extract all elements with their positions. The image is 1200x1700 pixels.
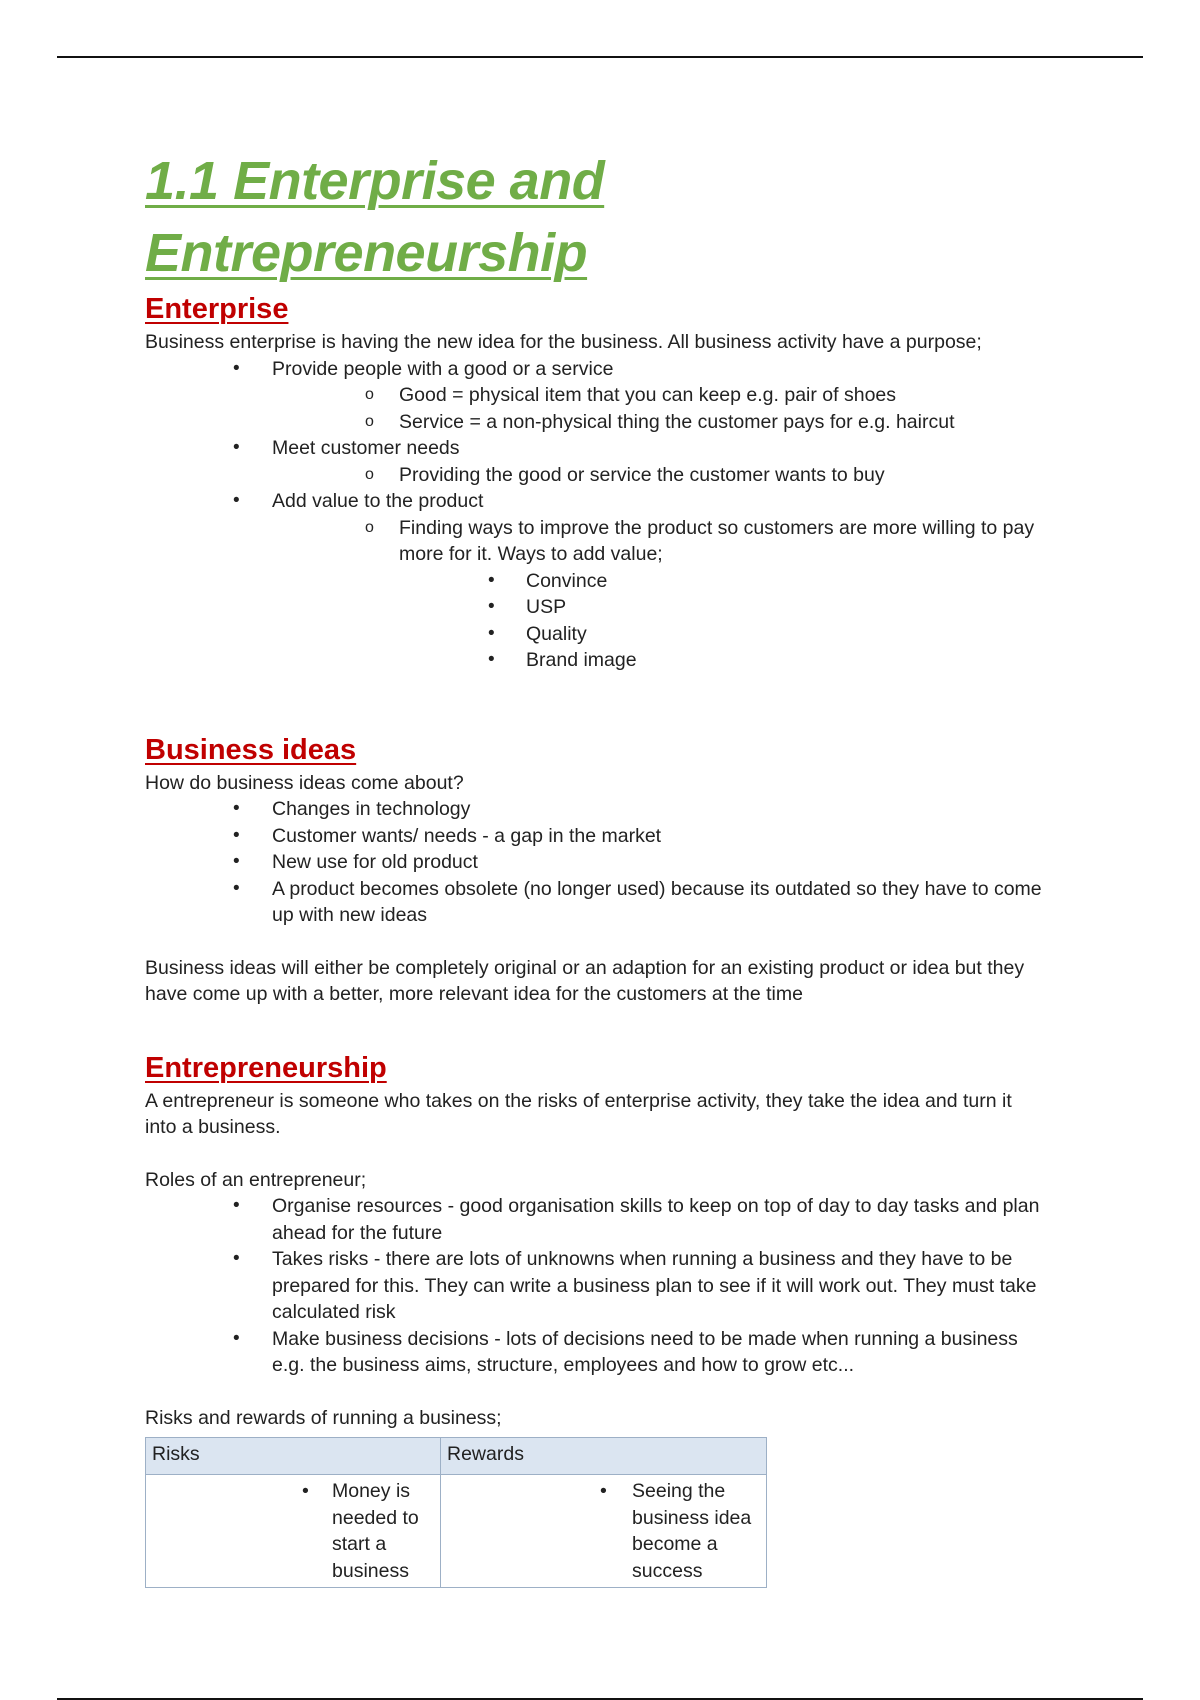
sub-list bbox=[272, 515, 1045, 674]
table-row bbox=[146, 1475, 767, 1588]
sub-list-item: o Finding ways to improve the product so customers are more willing to pay more for it. Ways to add value; • Convince • USP • Quality • Brand image bbox=[145, 515, 1045, 674]
business-ideas-intro: How do business ideas come about? bbox=[145, 771, 464, 794]
business-ideas-list bbox=[145, 796, 1045, 929]
spacer bbox=[145, 1141, 1045, 1167]
list-item: • Organise resources - good organisation skills to keep on top of day to day tasks and plan ahead for the future bbox=[145, 1193, 1045, 1246]
reward-item: • Seeing the business idea become a success bbox=[447, 1478, 760, 1584]
list-item: • Make business decisions - lots of decisions need to be made when running a business e.g. the business aims, structure, employees and how to grow etc... bbox=[145, 1326, 1045, 1379]
risks-cell bbox=[146, 1475, 441, 1588]
sub-list-item: o Providing the good or service the customer wants to buy bbox=[145, 462, 1045, 489]
sub-list bbox=[272, 382, 1045, 435]
value-way-item: • USP bbox=[145, 594, 1045, 621]
risk-item: • Money is needed to start a business bbox=[152, 1478, 434, 1584]
spacer bbox=[145, 929, 1045, 955]
list-item: • Add value to the product o Finding ways to improve the product so customers are more willing to pay more for it. Ways to add value; • Convince • USP • Quality • Brand image bbox=[145, 488, 1045, 674]
entrepreneur-definition: A entrepreneur is someone who takes on the risks of enterprise activity, they take the idea and turn it into a business. bbox=[145, 1089, 1012, 1138]
sub-list-item: o Good = physical item that you can keep e.g. pair of shoes bbox=[145, 382, 1045, 409]
sub-list-item: o Service = a non-physical thing the customer pays for e.g. haircut bbox=[145, 409, 1045, 436]
table-intro: Risks and rewards of running a business; bbox=[145, 1406, 502, 1429]
roles-list bbox=[145, 1193, 1045, 1379]
value-way-item: • Brand image bbox=[145, 647, 1045, 674]
document-page bbox=[145, 145, 1045, 1588]
table-header-rewards: Rewards bbox=[441, 1438, 767, 1475]
rewards-cell bbox=[441, 1475, 767, 1588]
list-item: • New use for old product bbox=[145, 849, 1045, 876]
value-way-item: • Convince bbox=[145, 568, 1045, 595]
spacer bbox=[145, 1379, 1045, 1405]
section-heading-business-ideas: Business ideas bbox=[145, 733, 357, 766]
list-item: • Changes in technology bbox=[145, 796, 1045, 823]
header-rule bbox=[57, 56, 1143, 58]
spacer bbox=[145, 674, 1045, 730]
sub-list bbox=[272, 462, 1045, 489]
enterprise-purpose-list bbox=[145, 356, 1045, 674]
value-way-item: • Quality bbox=[145, 621, 1045, 648]
list-item: • A product becomes obsolete (no longer used) because its outdated so they have to come up with new ideas bbox=[145, 876, 1045, 929]
list-item: • Meet customer needs o Providing the good or service the customer wants to buy bbox=[145, 435, 1045, 488]
roles-intro: Roles of an entrepreneur; bbox=[145, 1168, 367, 1191]
value-ways-list bbox=[399, 568, 1045, 674]
page-title: 1.1 Enterprise and Entrepreneurship bbox=[145, 151, 605, 283]
table-header-row bbox=[146, 1438, 767, 1475]
spacer bbox=[145, 1008, 1045, 1048]
list-item: • Customer wants/ needs - a gap in the market bbox=[145, 823, 1045, 850]
list-item: • Takes risks - there are lots of unknowns when running a business and they have to be prepared for this. They can write a business plan to see if it will work out. They must take calculated risk bbox=[145, 1246, 1045, 1326]
section-heading-entrepreneurship: Entrepreneurship bbox=[145, 1051, 387, 1084]
table-header-risks: Risks bbox=[146, 1438, 441, 1475]
section-heading-enterprise: Enterprise bbox=[145, 293, 289, 325]
list-item: • Provide people with a good or a service o Good = physical item that you can keep e.g. pair of shoes o Service = a non-physical thing the customer pays for e.g. haircut bbox=[145, 356, 1045, 436]
business-ideas-conclusion: Business ideas will either be completely original or an adaption for an existing product or idea but they have come up with a better, more relevant idea for the customers at the time bbox=[145, 956, 1025, 1005]
enterprise-intro: Business enterprise is having the new idea for the business. All business activity have a purpose; bbox=[145, 331, 982, 353]
risks-rewards-table bbox=[145, 1437, 767, 1588]
